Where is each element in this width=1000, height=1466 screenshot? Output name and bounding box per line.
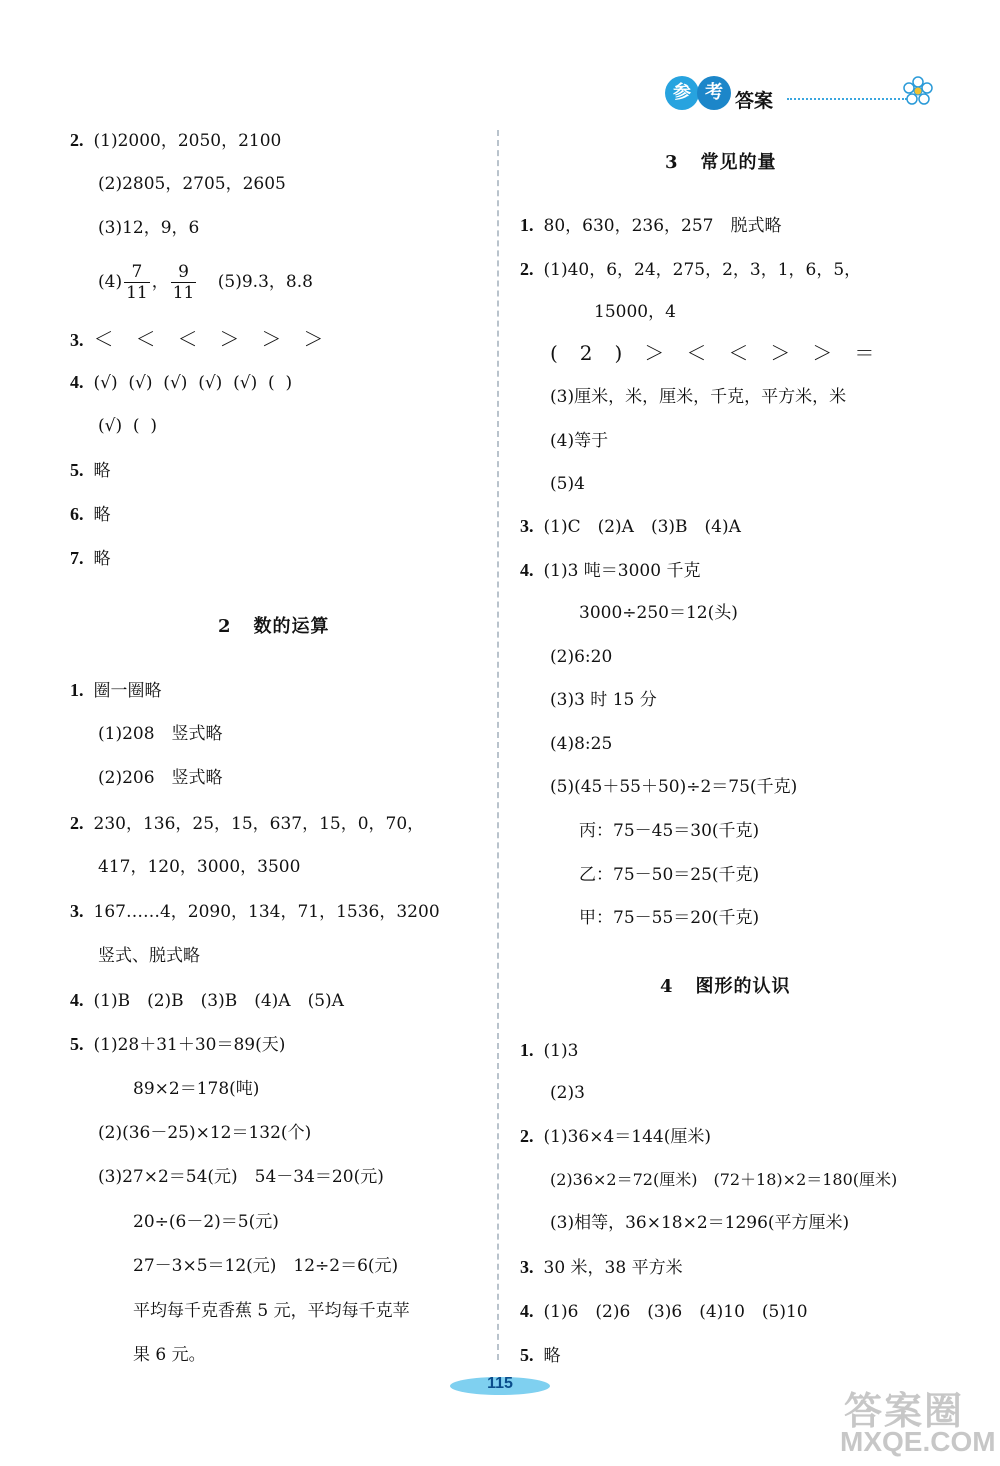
s2q5-line7: 平均每千克香蕉 5 元，平均每千克苹 <box>133 1301 410 1321</box>
r-q4-line7: 丙：75－45＝30(千克) <box>579 821 760 841</box>
section-3-heading: 3 常见的量 <box>665 152 777 173</box>
page-number: 115 <box>450 1373 550 1399</box>
r-q4-line4: (3)3 时 15 分 <box>550 690 657 710</box>
r-q4-line6: (5)(45＋55＋50)÷2＝75(千克) <box>550 777 798 797</box>
s2q3-line2: 竖式、脱式略 <box>98 946 200 966</box>
flower-icon <box>903 76 933 106</box>
s2q5-line3: (2)(36－25)×12＝132(个) <box>98 1123 312 1143</box>
r-q2-line1: 2. (1)40，6，24，275，2，3，1，6，5， <box>520 259 862 280</box>
r-s4q2-line1: 2. (1)36×4＝144(厘米) <box>520 1126 711 1147</box>
s2q5-line5: 20÷(6－2)＝5(元) <box>133 1212 279 1232</box>
section-4-heading: 4 图形的认识 <box>660 976 791 997</box>
s2q4-line: 4. (1)B (2)B (3)B (4)A (5)A <box>70 990 344 1011</box>
r-s4q1-line1: 1. (1)3 <box>520 1040 579 1061</box>
q4-line1: 4. (√) (√) (√) (√) (√) ( ) <box>70 372 293 393</box>
s2q2-line2: 417，120，3000，3500 <box>98 857 301 877</box>
r-q2-line6: (5)4 <box>550 474 585 494</box>
r-s4q2-line2: (2)36×2＝72(厘米) (72＋18)×2＝180(厘米) <box>550 1170 898 1189</box>
watermark: 答案圈 MXQE.COM <box>840 1391 996 1457</box>
r-q4-line8: 乙：75－50＝25(千克) <box>579 865 760 885</box>
section-2-heading: 2 数的运算 <box>218 616 330 637</box>
q4-line2: (√) ( ) <box>98 416 157 436</box>
q5-line: 5. 略 <box>70 460 111 481</box>
header-bubble-1: 参 <box>665 76 699 110</box>
r-q4-line5: (4)8:25 <box>550 734 613 754</box>
r-s4q1-line2: (2)3 <box>550 1083 585 1103</box>
r-s4q2-line3: (3)相等，36×18×2＝1296(平方厘米) <box>550 1213 850 1233</box>
r-q4-line2: 3000÷250＝12(头) <box>579 603 738 623</box>
q2-line2: (2)2805，2705，2605 <box>98 174 286 194</box>
s2q5-line6: 27－3×5＝12(元) 12÷2＝6(元) <box>133 1256 399 1276</box>
q2-line4: (4) $\frac{7}{11}$ ， $\frac{9}{11}$ (5)9.3，8.8 <box>98 262 313 303</box>
r-q1-line: 1. 80，630，236，257 脱式略 <box>520 215 782 236</box>
fraction-9-11: $\frac{9}{11}$ <box>172 262 195 303</box>
header-bubble-2: 考 <box>697 76 731 110</box>
r-s4q3-line: 3. 30 米，38 平方米 <box>520 1257 683 1278</box>
q7-line: 7. 略 <box>70 548 111 569</box>
q3-line: 3. ＜＜＜＞＞＞ <box>70 327 346 351</box>
s2q2-line1: 2. 230，136，25，15，637，15，0，70， <box>70 813 425 834</box>
r-q4-line9: 甲：75－55＝20(千克) <box>579 908 760 928</box>
r-q2-line3: (2)＞＜＜＞＞＝ <box>550 341 897 365</box>
q6-line: 6. 略 <box>70 504 111 525</box>
header-title: 答案 <box>735 90 774 112</box>
q2-line1: 2. (1)2000，2050，2100 <box>70 130 282 151</box>
r-q4-line1: 4. (1)3 吨＝3000 千克 <box>520 560 701 581</box>
q2-line3: (3)12，9，6 <box>98 218 200 238</box>
s2q3-line1: 3. 167……4，2090，134，71，1536，3200 <box>70 901 440 922</box>
r-q2-line4: (3)厘米，米，厘米，千克，平方米，米 <box>550 387 847 407</box>
r-s4q5-line: 5. 略 <box>520 1345 561 1366</box>
s2q1-line2: (1)208 竖式略 <box>98 724 223 744</box>
s2q5-line1: 5. (1)28＋31＋30＝89(天) <box>70 1034 286 1055</box>
r-q4-line3: (2)6:20 <box>550 647 613 667</box>
column-divider <box>497 130 499 1360</box>
r-q3-line: 3. (1)C (2)A (3)B (4)A <box>520 516 741 537</box>
s2q1-line1: 1. 圈一圈略 <box>70 680 162 701</box>
r-s4q4-line: 4. (1)6 (2)6 (3)6 (4)10 (5)10 <box>520 1301 808 1322</box>
fraction-7-11: $\frac{7}{11}$ <box>126 262 148 303</box>
r-q2-line2: 15000，4 <box>594 302 676 322</box>
answer-header <box>665 76 945 110</box>
s2q5-line8: 果 6 元。 <box>133 1345 206 1365</box>
s2q1-line3: (2)206 竖式略 <box>98 768 223 788</box>
r-q2-line5: (4)等于 <box>550 431 609 451</box>
header-dotted-line <box>787 98 907 100</box>
s2q5-line2: 89×2＝178(吨) <box>133 1079 260 1099</box>
s2q5-line4: (3)27×2＝54(元) 54－34＝20(元) <box>98 1167 384 1187</box>
